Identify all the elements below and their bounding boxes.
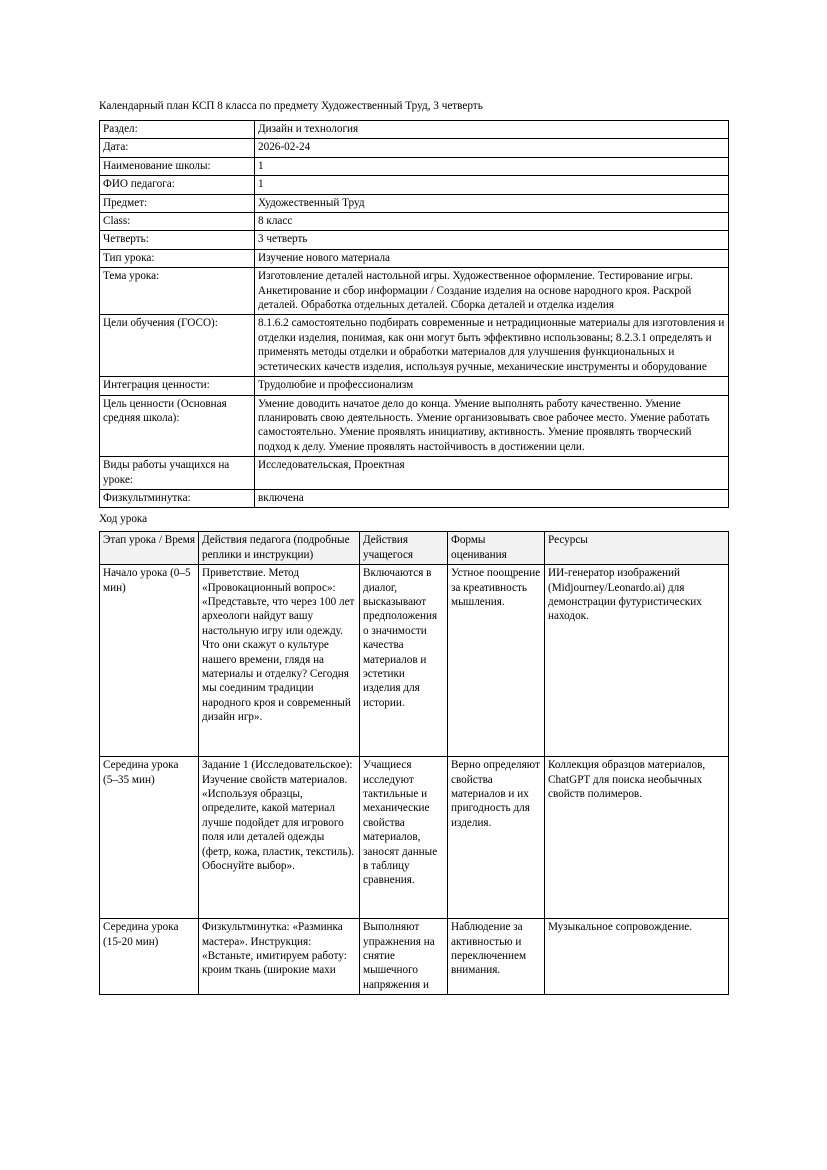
info-value-objectives: 8.1.6.2 самостоятельно подбирать современные и нетрадиционные материалы для изготовления и отделки изделия, понимая, как они могут быть эффективно использованы; 8.2.3.1 определять и применять методы отделки и обработки материалов для улучшения функциональных и эстетических качеств изделия, используя ручные, механические инструменты и оборудование [255,315,729,377]
table-row [100,231,729,249]
table-row [100,395,729,457]
cell-student-actions: Включаются в диалог, высказывают предположения о значимости качества материалов и эстетики изделия для истории. [360,565,448,757]
info-label-razdel: Раздел: [100,121,255,139]
column-header-teacher-actions: Действия педагога (подробные реплики и инструкции) [199,532,360,565]
cell-assessment: Верно определяют свойства материалов и их пригодность для изделия. [448,757,545,919]
info-label-class: Class: [100,213,255,231]
table-row [100,139,729,157]
cell-assessment: Устное поощрение за креативность мышления. [448,565,545,757]
lesson-info-body [100,121,729,508]
table-row [100,157,729,175]
cell-teacher-actions: Задание 1 (Исследовательское): Изучение свойств материалов. «Используя образцы, определите, какой материал лучше подойдет для игрового поля или деталей одежды (фетр, кожа, пластик, текстиль). Обоснуйте выбор». [199,757,360,919]
info-label-work-types: Виды работы учащихся на уроке: [100,457,255,490]
info-label-lesson-type: Тип урока: [100,249,255,267]
page-title: Календарный план КСП 8 класса по предмету Художественный Труд, 3 четверть [99,100,483,112]
cell-stage: Середина урока (5–35 мин) [100,757,199,919]
info-value-data: 2026-02-24 [255,139,729,157]
info-value-razdel: Дизайн и технология [255,121,729,139]
table-row [100,377,729,395]
cell-stage: Середина урока (15-20 мин) [100,919,199,995]
cell-student-actions: Выполняют упражнения на снятие мышечного напряжения и [360,919,448,995]
column-header-assessment: Формы оценивания [448,532,545,565]
column-header-resources: Ресурсы [545,532,729,565]
lesson-flow-table [99,531,729,995]
info-label-objectives: Цели обучения (ГОСО): [100,315,255,377]
cell-resources: ИИ-генератор изображений (Midjourney/Leonardo.ai) для демонстрации футуристических находок. [545,565,729,757]
info-value-school: 1 [255,157,729,175]
lesson-flow-body [100,565,729,995]
table-row [100,489,729,507]
info-value-lesson-type: Изучение нового материала [255,249,729,267]
info-value-teacher: 1 [255,176,729,194]
info-label-school: Наименование школы: [100,157,255,175]
table-row [100,919,729,995]
table-row [100,565,729,757]
info-value-topic: Изготовление деталей настольной игры. Художественное оформление. Тестирование игры. Анкетирование и сбор информации / Создание изделия на основе народного кроя. Раскрой деталей. Обработка отдельных деталей. Сборка деталей и отделка изделия [255,268,729,315]
info-label-teacher: ФИО педагога: [100,176,255,194]
info-value-class: 8 класс [255,213,729,231]
column-header-stage: Этап урока / Время [100,532,199,565]
table-row [100,194,729,212]
info-value-value-integration: Трудолюбие и профессионализм [255,377,729,395]
table-row [100,315,729,377]
info-value-quarter: 3 четверть [255,231,729,249]
cell-student-actions: Учащиеся исследуют тактильные и механические свойства материалов, заносят данные в таблицу сравнения. [360,757,448,919]
info-label-subject: Предмет: [100,194,255,212]
info-label-fizminutka: Физкультминутка: [100,489,255,507]
table-row [100,457,729,490]
info-value-subject: Художественный Труд [255,194,729,212]
table-row [100,176,729,194]
info-value-fizminutka: включена [255,489,729,507]
table-row [100,757,729,919]
cell-stage: Начало урока (0–5 мин) [100,565,199,757]
cell-teacher-actions: Приветствие. Метод «Провокационный вопрос»: «Представьте, что через 100 лет археологи найдут вашу настольную игру или одежду. Что они скажут о культуре нашего времени, глядя на материалы и отделку? Сегодня мы соединим традиции народного кроя и современный дизайн игр». [199,565,360,757]
info-value-work-types: Исследовательская, Проектная [255,457,729,490]
info-label-value-goal: Цель ценности (Основная средняя школа): [100,395,255,457]
lesson-info-table [99,120,729,508]
info-label-quarter: Четверть: [100,231,255,249]
table-row [100,121,729,139]
cell-resources: Коллекция образцов материалов, ChatGPT для поиска необычных свойств полимеров. [545,757,729,919]
info-label-topic: Тема урока: [100,268,255,315]
table-header-row [100,532,729,565]
lesson-flow-heading: Ход урока [99,513,148,526]
cell-teacher-actions: Физкультминутка: «Разминка мастера». Инструкция: «Встаньте, имитируем работу: кроим ткань (широкие махи [199,919,360,995]
info-label-data: Дата: [100,139,255,157]
table-row [100,213,729,231]
lesson-flow-header [100,532,729,565]
info-value-value-goal: Умение доводить начатое дело до конца. Умение выполнять работу качественно. Умение планировать свою деятельность. Умение организовывать свое рабочее место. Умение работать самостоятельно. Умение проявлять инициативу, активность. Умение проявлять творческий подход к делу. Умение проявлять настойчивость в достижении цели. [255,395,729,457]
column-header-student-actions: Действия учащегося [360,532,448,565]
cell-assessment: Наблюдение за активностью и переключением внимания. [448,919,545,995]
info-label-value-integration: Интеграция ценности: [100,377,255,395]
table-row [100,249,729,267]
cell-resources: Музыкальное сопровождение. [545,919,729,995]
table-row [100,268,729,315]
